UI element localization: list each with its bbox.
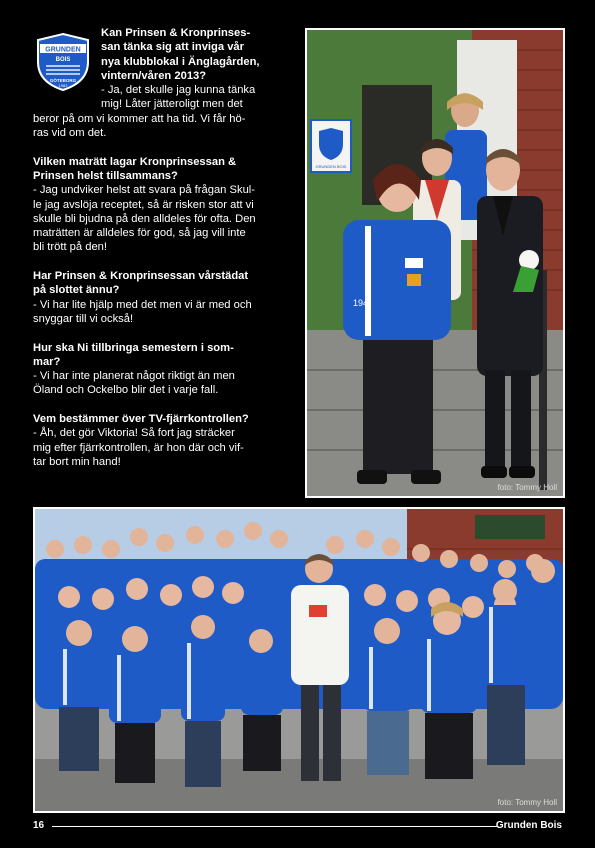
sign-text: GRUNDEN BOIS: [315, 164, 347, 169]
jersey-number: 194: [353, 298, 369, 308]
page-number: 16: [33, 820, 45, 831]
question-1: Kan Prinsen & Kronprinses- san tänka sig att inviga vår nya klubblokal i Änglagården, vintern/våren 2013?: [101, 27, 260, 82]
answer-4: - Vi har inte planerat något riktigt än men Öland och Ockelbo blir det i varje fall.: [33, 370, 235, 397]
photo-group-image: [35, 509, 563, 811]
photo-credit-2: foto: Tommy Holl: [497, 798, 557, 807]
qa-block-2: [33, 155, 299, 255]
logo-mid-text: BOIS: [55, 57, 71, 63]
photo-credit-1: foto: Tommy Holl: [497, 483, 557, 492]
qa-block-4: [33, 341, 299, 398]
question-3: Har Prinsen & Kronprinsessan vårstädat på slottet ännu?: [33, 270, 249, 297]
answer-1-part-2: beror på om vi kommer att ha tid. Vi får hö- ras vid om det.: [33, 112, 246, 140]
footer-divider: [52, 826, 497, 827]
logo-top-text: GRUNDEN: [45, 46, 81, 54]
qa-block-3: [33, 269, 299, 326]
question-5: Vem bestämmer över TV-fjärrkontrollen?: [33, 413, 249, 426]
answer-5: - Åh, det gör Viktoria! Så fort jag sträcker mig efter fjärrkontrollen, är hon där och vif- tar bort min hand!: [33, 427, 244, 468]
logo-year: 1982: [58, 83, 68, 88]
blue-tracksuit: [343, 220, 451, 340]
photo-prince-at-door-image: [307, 30, 563, 496]
qa-block-1: [33, 26, 299, 140]
photo-prince-at-door: [305, 28, 565, 498]
answer-2: - Jag undviker helst att svara på frågan Skul- le jag avslöja receptet, så är risken stor att vi skulle bli bjudna på den alldeles för ofta. Den maträtten är alldeles för god, så jag vill inte bli trött på den!: [33, 184, 256, 254]
logo-bottom-text: GÖTEBORG: [49, 78, 77, 83]
answer-3: - Vi har lite hjälp med det men vi är med och snyggar till vi också!: [33, 298, 252, 325]
question-2: Vilken maträtt lagar Kronprinsessan & Prinsen helst tillsammans?: [33, 155, 237, 182]
photo-group: [33, 507, 565, 813]
answer-1-part-1: - Ja, det skulle jag kunna tänka mig! Låter jätteroligt men det: [101, 84, 256, 111]
interview-text: [33, 26, 299, 484]
publication-name: Grunden Bois: [495, 820, 562, 831]
question-4: Hur ska Ni tillbringa semestern i som- mar?: [33, 341, 234, 368]
qa-block-5: [33, 412, 299, 469]
